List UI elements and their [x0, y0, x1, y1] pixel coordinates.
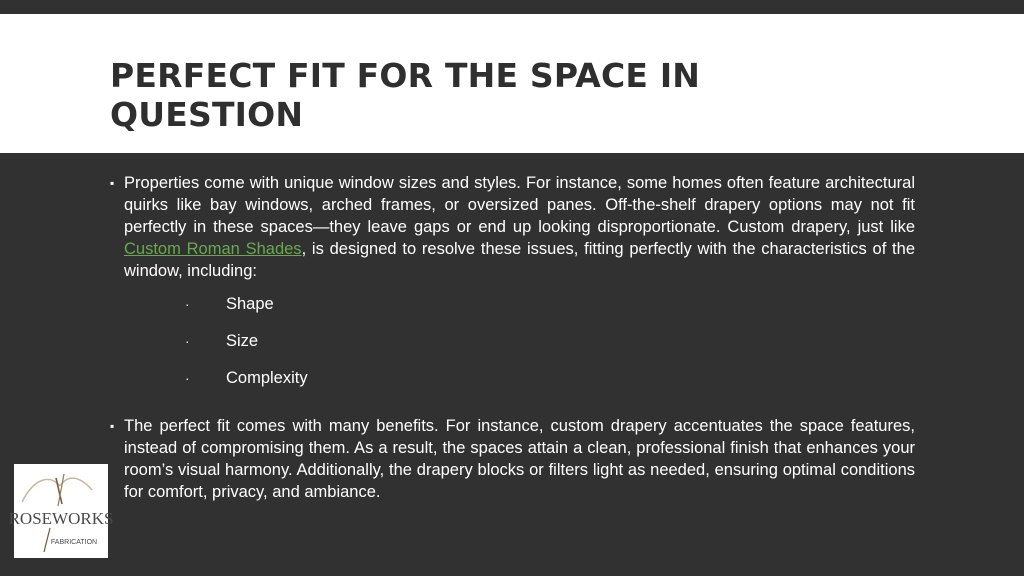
dot-bullet-icon: ·: [185, 333, 190, 349]
roseworks-logo-graphic: [8, 464, 114, 558]
paragraph-text-end: , is designed to resolve these issues, fitting perfectly with the characteristics of the window, including:: [124, 240, 915, 280]
paragraph-text-start: Properties come with unique window sizes and styles. For instance, some homes often feature architectural quirks like bay windows, arched frames, or oversized panes. Off-the-shelf drapery options may not fit perfectly in these spaces—they leave gaps or end up looking disproportionate. Custom drapery, just like: [124, 174, 915, 236]
list-item-label: Size: [226, 332, 259, 350]
logo-subtitle: FABRICATION: [50, 539, 98, 546]
paragraph-benefits: [110, 415, 915, 503]
list-item: [110, 330, 915, 367]
list-item: [110, 367, 915, 404]
custom-roman-shades-link[interactable]: Custom Roman Shades: [124, 240, 302, 258]
title-band: [0, 14, 1024, 153]
dot-bullet-icon: ·: [185, 370, 190, 386]
bullet-icon: ▪: [110, 176, 115, 190]
slide-body: [110, 172, 915, 503]
roseworks-logo: [8, 464, 114, 558]
list-item: [110, 293, 915, 330]
list-item-label: Complexity: [226, 369, 308, 387]
window-characteristics-list: [110, 293, 915, 404]
dot-bullet-icon: ·: [185, 296, 190, 312]
paragraph-window-sizes: [110, 172, 915, 282]
logo-wordmark: ROSEWORKS: [8, 509, 114, 528]
list-item-label: Shape: [226, 295, 274, 313]
paragraph-text: The perfect fit comes with many benefits. For instance, custom drapery accentuates the space features, instead of compromising them. As a result, the spaces attain a clean, professional finish that enhances your room’s visual harmony. Additionally, the drapery blocks or filters light as needed, ensuring optimal conditions for comfort, privacy, and ambiance.: [124, 417, 915, 501]
bullet-icon: ▪: [110, 419, 115, 433]
slide-title: PERFECT FIT FOR THE SPACE IN QUESTION: [110, 56, 701, 134]
